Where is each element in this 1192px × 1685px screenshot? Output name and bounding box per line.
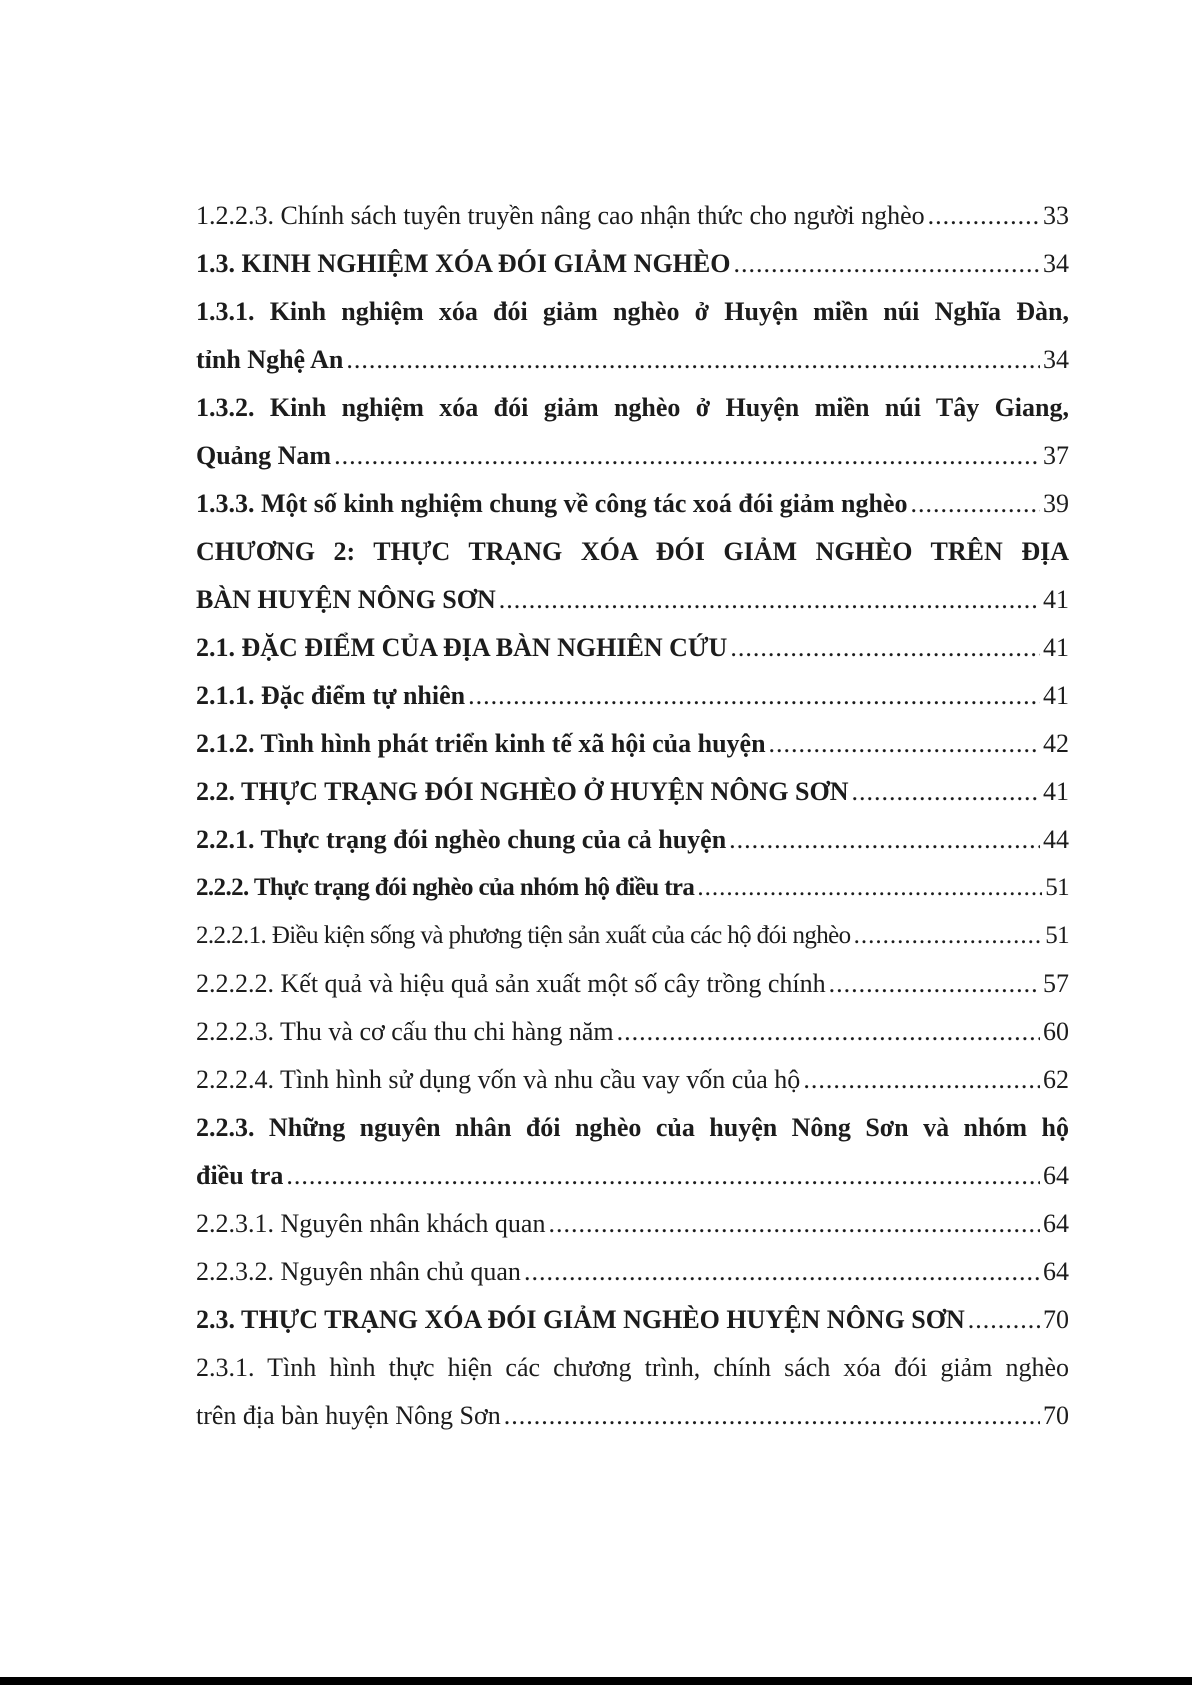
toc-entry (196, 336, 1069, 384)
toc-entry-title: 1.3.3. Một số kinh nghiệm chung về công tác xoá đói giảm nghèo (196, 489, 908, 518)
toc-entry (196, 720, 1069, 768)
toc-entry-title: tỉnh Nghệ An (196, 345, 344, 374)
toc-entry-title: trên địa bàn huyện Nông Sơn (196, 1401, 501, 1430)
toc-page-number: 64 (1043, 1209, 1069, 1238)
toc-dot-leader (729, 816, 1040, 864)
toc-entry (196, 864, 1069, 912)
toc-entry-title: 2.3.1. Tình hình thực hiện các chương trình, chính sách xóa đói giảm nghèo (196, 1353, 1069, 1382)
toc-entry-title: 2.2.2.3. Thu và cơ cấu thu chi hàng năm (196, 1017, 614, 1046)
toc-entry (196, 384, 1069, 432)
toc-page-number: 70 (1043, 1401, 1069, 1430)
toc-dot-leader (504, 1392, 1040, 1440)
toc-entry-title: 2.2.3.2. Nguyên nhân chủ quan (196, 1257, 521, 1286)
toc-entry (196, 288, 1069, 336)
toc-page-number: 34 (1043, 345, 1069, 374)
toc-page-number: 64 (1043, 1161, 1069, 1190)
toc-entry (196, 432, 1069, 480)
toc-dot-leader (968, 1296, 1040, 1344)
toc-page-number: 62 (1043, 1065, 1069, 1094)
toc-entry (196, 240, 1069, 288)
toc-entry (196, 1344, 1069, 1392)
table-of-contents (196, 192, 1069, 1440)
toc-entry (196, 912, 1069, 960)
toc-entry-title: 2.2.2.1. Điều kiện sống và phương tiện sản xuất của các hộ đói nghèo (196, 922, 851, 949)
toc-dot-leader (854, 912, 1043, 960)
toc-dot-leader (928, 192, 1040, 240)
toc-dot-leader (910, 480, 1040, 528)
toc-dot-leader (617, 1008, 1040, 1056)
toc-entry (196, 1152, 1069, 1200)
toc-dot-leader (286, 1152, 1040, 1200)
toc-dot-leader (730, 624, 1040, 672)
toc-dot-leader (769, 720, 1040, 768)
toc-page-number: 41 (1043, 777, 1069, 806)
toc-dot-leader (468, 672, 1040, 720)
toc-entry (196, 768, 1069, 816)
toc-page-number: 51 (1045, 874, 1069, 901)
toc-entry (196, 528, 1069, 576)
toc-entry-title: 2.3. THỰC TRẠNG XÓA ĐÓI GIẢM NGHÈO HUYỆN NÔNG SƠN (196, 1305, 965, 1334)
toc-entry (196, 1392, 1069, 1440)
toc-dot-leader (697, 864, 1042, 912)
toc-page-number: 34 (1043, 249, 1069, 278)
toc-entry-title: 2.2.2.2. Kết quả và hiệu quả sản xuất một số cây trồng chính (196, 969, 826, 998)
toc-entry-title: 1.3.2. Kinh nghiệm xóa đói giảm nghèo ở Huyện miền núi Tây Giang, (196, 393, 1069, 422)
toc-entry (196, 1008, 1069, 1056)
toc-page-number: 42 (1043, 729, 1069, 758)
toc-entry-title: 2.2.2.4. Tình hình sử dụng vốn và nhu cầu vay vốn của hộ (196, 1065, 801, 1094)
bottom-border (0, 1677, 1192, 1685)
toc-dot-leader (803, 1056, 1040, 1104)
toc-dot-leader (548, 1200, 1040, 1248)
toc-entry-title: Quảng Nam (196, 441, 332, 470)
toc-entry-title: BÀN HUYỆN NÔNG SƠN (196, 585, 496, 614)
toc-entry (196, 960, 1069, 1008)
toc-dot-leader (499, 576, 1040, 624)
toc-dot-leader (346, 336, 1040, 384)
toc-entry (196, 816, 1069, 864)
toc-entry-title: 2.1.2. Tình hình phát triển kinh tế xã hội của huyện (196, 729, 766, 758)
toc-dot-leader (829, 960, 1040, 1008)
toc-page-number: 37 (1043, 441, 1069, 470)
toc-entry-title: 2.2. THỰC TRẠNG ĐÓI NGHÈO Ở HUYỆN NÔNG SƠN (196, 777, 849, 806)
toc-page-number: 44 (1043, 825, 1069, 854)
toc-entry-title: điều tra (196, 1161, 284, 1190)
toc-entry (196, 1056, 1069, 1104)
toc-page-number: 51 (1045, 922, 1069, 949)
toc-entry-title: 2.2.1. Thực trạng đói nghèo chung của cả huyện (196, 825, 727, 854)
toc-entry (196, 624, 1069, 672)
toc-page-number: 64 (1043, 1257, 1069, 1286)
toc-page-number: 33 (1043, 201, 1069, 230)
toc-entry-title: 2.2.3. Những nguyên nhân đói nghèo của huyện Nông Sơn và nhóm hộ (196, 1113, 1069, 1142)
toc-entry-title: 2.2.3.1. Nguyên nhân khách quan (196, 1209, 546, 1238)
toc-page-number: 41 (1043, 585, 1069, 614)
toc-entry-title: 1.3.1. Kinh nghiệm xóa đói giảm nghèo ở Huyện miền núi Nghĩa Đàn, (196, 297, 1069, 326)
toc-page-number: 70 (1043, 1305, 1069, 1334)
toc-entry-title: 2.2.2. Thực trạng đói nghèo của nhóm hộ điều tra (196, 874, 695, 901)
toc-page-number: 41 (1043, 681, 1069, 710)
toc-entry-title: 1.3. KINH NGHIỆM XÓA ĐÓI GIẢM NGHÈO (196, 249, 731, 278)
toc-entry (196, 1248, 1069, 1296)
toc-dot-leader (334, 432, 1040, 480)
toc-entry (196, 1104, 1069, 1152)
toc-entry-title: 2.1.1. Đặc điểm tự nhiên (196, 681, 466, 710)
toc-entry (196, 672, 1069, 720)
toc-entry-title: CHƯƠNG 2: THỰC TRẠNG XÓA ĐÓI GIẢM NGHÈO TRÊN ĐỊA (196, 537, 1069, 566)
toc-entry (196, 192, 1069, 240)
toc-page-number: 39 (1043, 489, 1069, 518)
toc-dot-leader (524, 1248, 1040, 1296)
toc-page-number: 60 (1043, 1017, 1069, 1046)
toc-entry-title: 1.2.2.3. Chính sách tuyên truyền nâng cao nhận thức cho người nghèo (196, 201, 925, 230)
toc-page-number: 41 (1043, 633, 1069, 662)
toc-entry-title: 2.1. ĐẶC ĐIỂM CỦA ĐỊA BÀN NGHIÊN CỨU (196, 633, 728, 662)
toc-dot-leader (851, 768, 1040, 816)
toc-entry (196, 1200, 1069, 1248)
toc-page-number: 57 (1043, 969, 1069, 998)
toc-entry (196, 1296, 1069, 1344)
toc-entry (196, 480, 1069, 528)
toc-dot-leader (733, 240, 1040, 288)
toc-entry (196, 576, 1069, 624)
